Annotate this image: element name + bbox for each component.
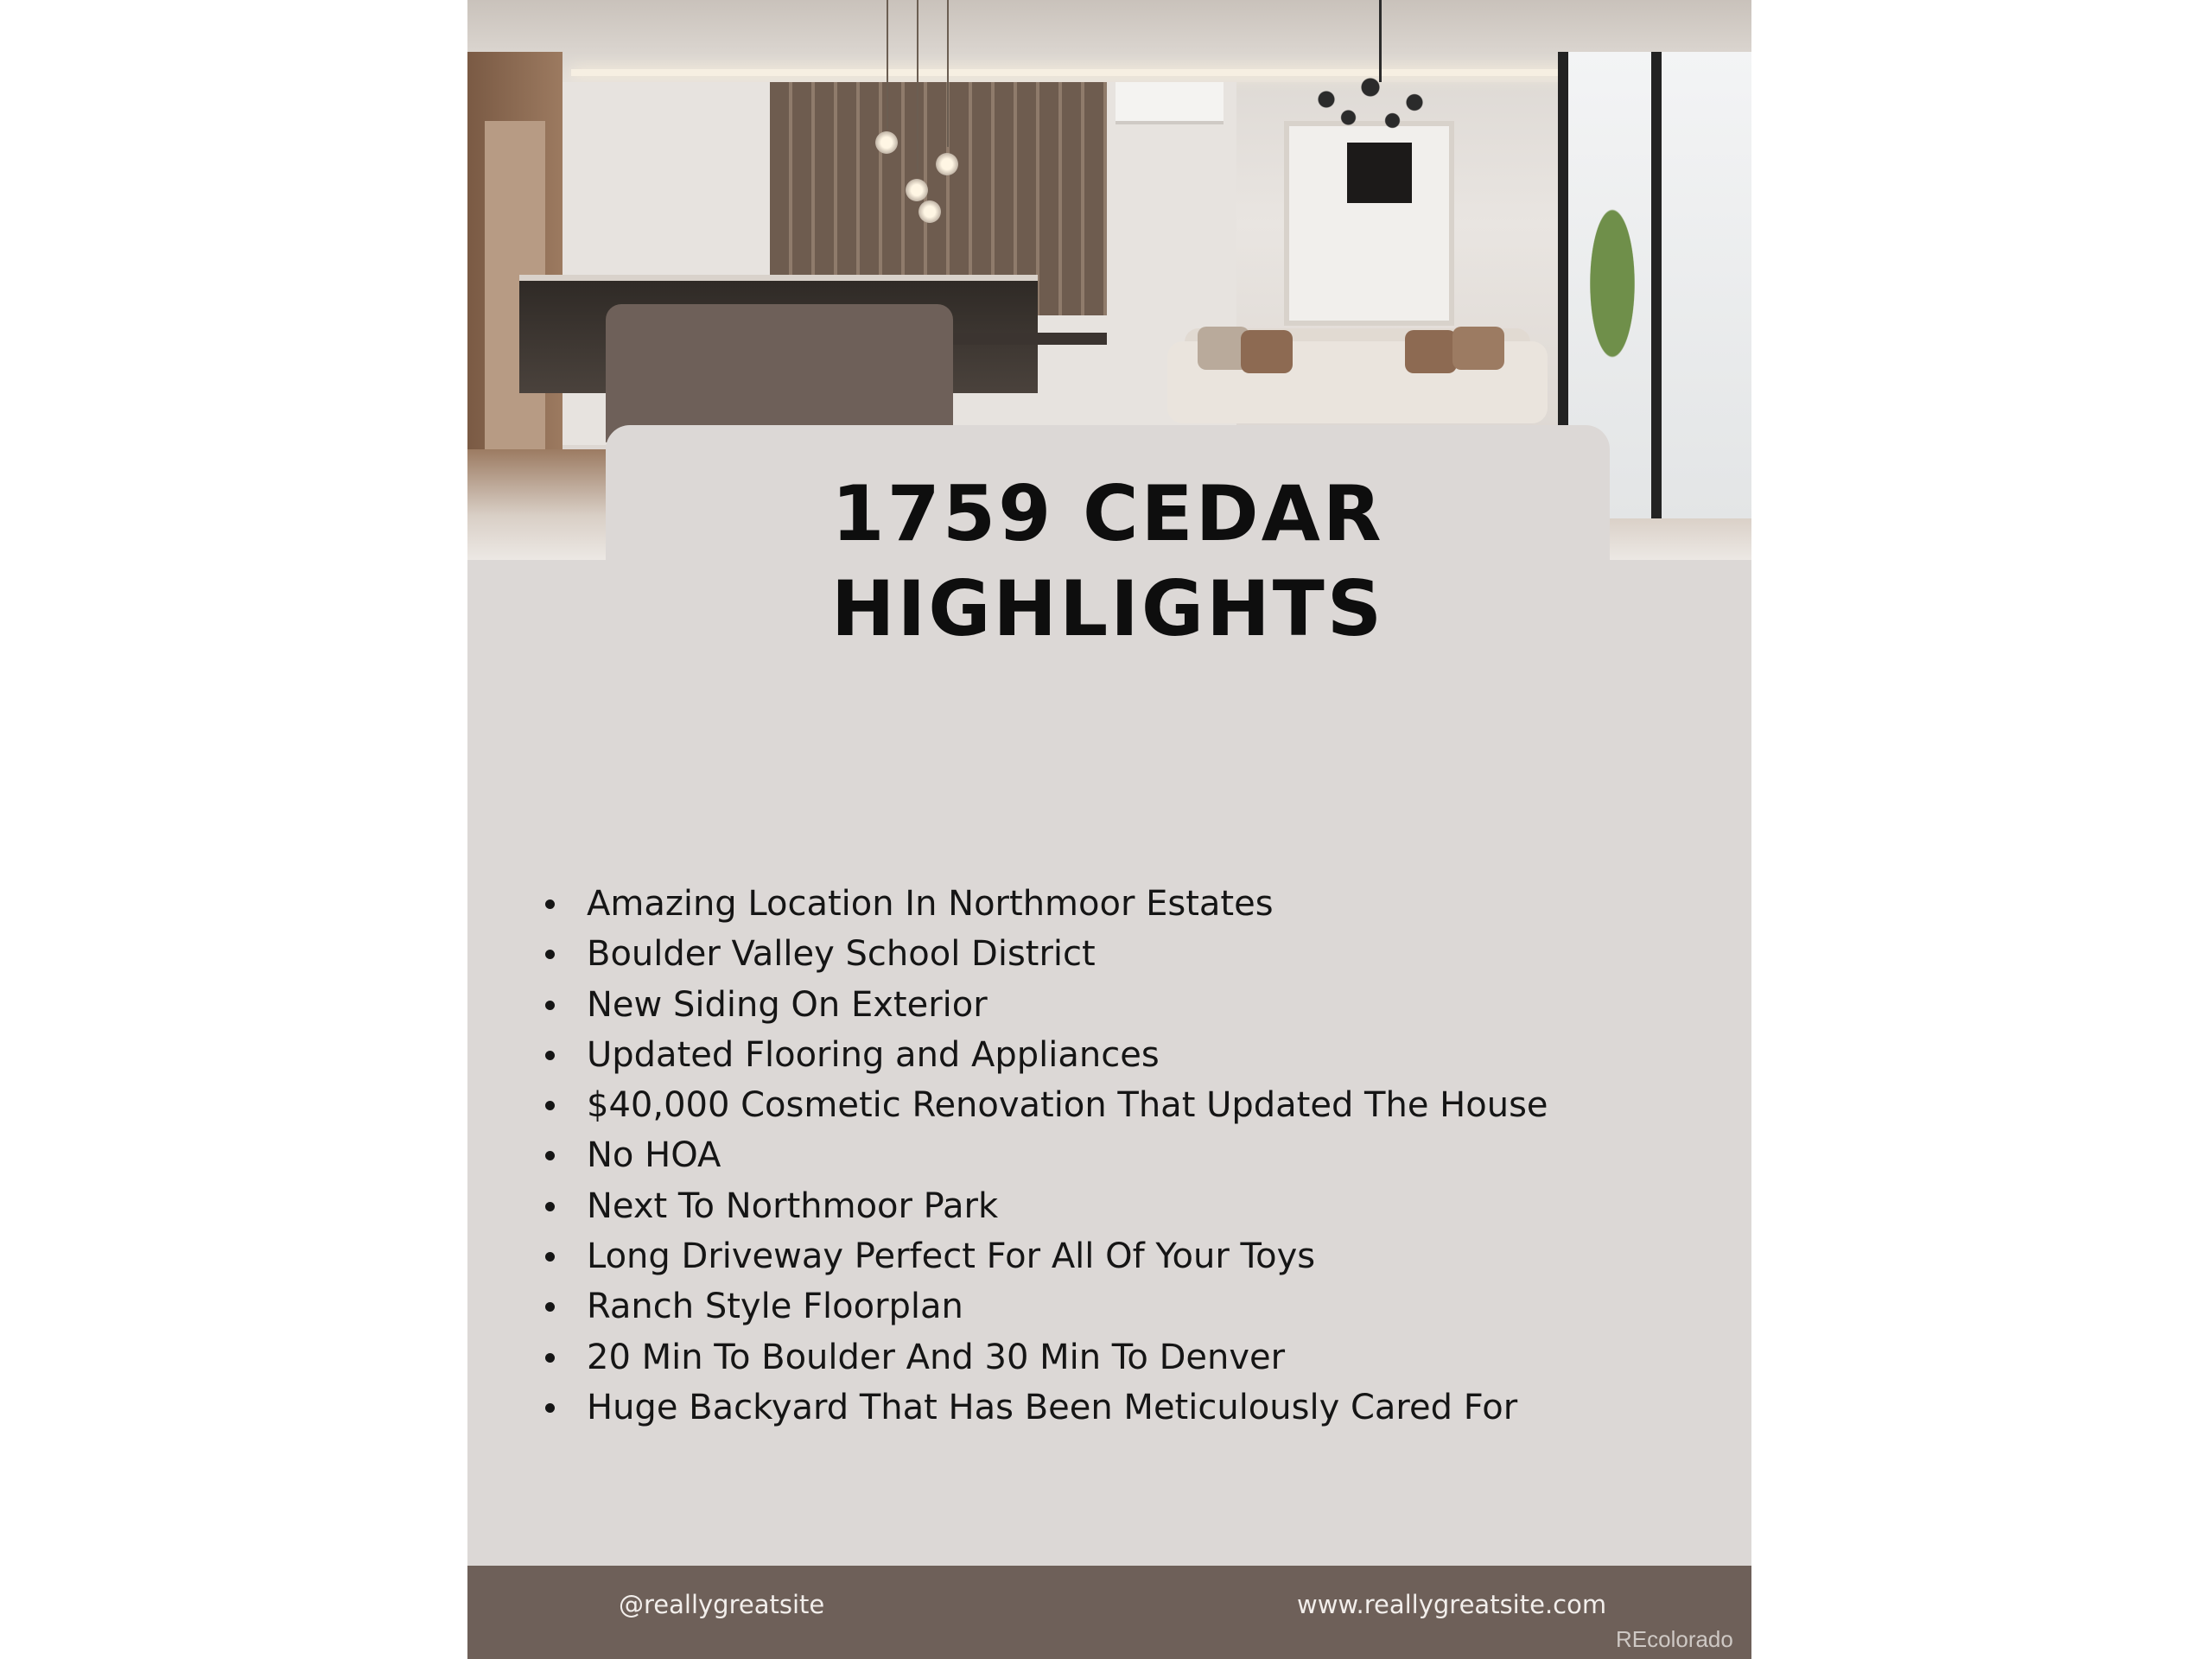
flyer-title (606, 467, 1610, 657)
list-item: Ranch Style Floorplan (545, 1281, 1548, 1332)
brown-accent-tab (606, 304, 953, 442)
list-item: Amazing Location In Northmoor Estates (545, 879, 1548, 929)
list-item: No HOA (545, 1130, 1548, 1180)
footer-bar (467, 1566, 1751, 1659)
title-line-1: 1759 CEDAR (831, 469, 1384, 558)
highlights-list (545, 879, 1548, 1433)
social-handle: @reallygreatsite (619, 1590, 825, 1619)
list-item: Updated Flooring and Appliances (545, 1030, 1548, 1080)
list-item: New Siding On Exterior (545, 980, 1548, 1030)
list-item: $40,000 Cosmetic Renovation That Updated The House (545, 1080, 1548, 1130)
list-item: Next To Northmoor Park (545, 1181, 1548, 1231)
website-link: www.reallygreatsite.com (1297, 1590, 1607, 1619)
title-line-2: HIGHLIGHTS (830, 564, 1385, 653)
list-item: Huge Backyard That Has Been Meticulously Cared For (545, 1382, 1548, 1433)
watermark: REcolorado (1616, 1626, 1733, 1652)
highlights-flyer (467, 0, 1751, 1659)
list-item: Boulder Valley School District (545, 929, 1548, 979)
list-item: Long Driveway Perfect For All Of Your Toys (545, 1231, 1548, 1281)
list-item: 20 Min To Boulder And 30 Min To Denver (545, 1332, 1548, 1382)
